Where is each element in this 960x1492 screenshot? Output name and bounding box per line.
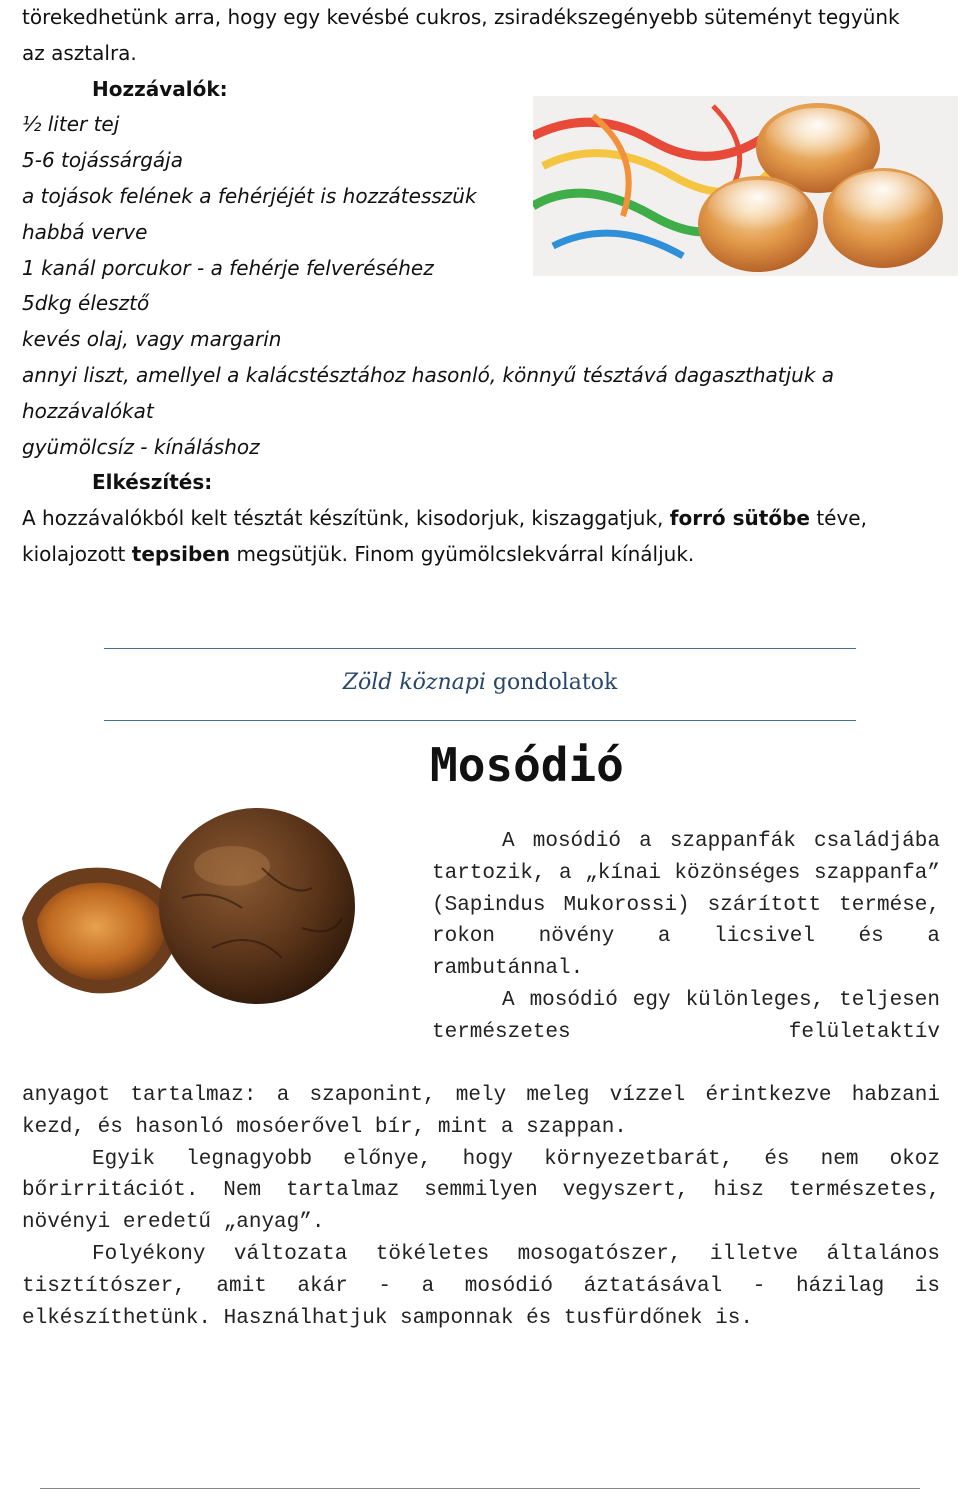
preparation-text-part: téve, kiolajozott <box>22 506 867 566</box>
section-rule-bottom <box>104 720 856 721</box>
ingredient-item: 1 kanál porcukor - a fehérje felveréséhez <box>22 255 434 280</box>
soapnut-illustration <box>12 808 372 1018</box>
donut-illustration <box>533 96 958 276</box>
article-body-wide <box>22 1080 940 1334</box>
preparation-text-part: A hozzávalókból kelt tésztát készítünk, kisodorjuk, kiszaggatjuk, <box>22 506 670 531</box>
page-bottom-rule <box>40 1488 920 1489</box>
section-title-italic: Zöld köznapi <box>342 670 486 695</box>
ingredients-heading: Hozzávalók: <box>92 76 228 101</box>
section-title-rest: gondolatok <box>485 670 618 695</box>
ingredient-item: 5-6 tojássárgája <box>22 148 183 173</box>
article-title: Mosódió <box>430 738 624 792</box>
intro-line: törekedhetünk arra, hogy egy kevésbé cukros, zsiradékszegényebb süteményt tegyünk <box>22 5 900 29</box>
ingredient-item: habbá verve <box>22 219 148 244</box>
ingredient-item: annyi liszt, amellyel a kalácstésztához hasonló, könnyű tésztává dagaszthatjuk a hozzávalókat <box>22 362 835 423</box>
article-paragraph: anyagot tartalmaz: a szaponint, mely meleg vízzel érintkezve habzani kezd, és hasonló mosóerővel bír, mint a szappan. <box>22 1084 940 1139</box>
recipe-section <box>22 0 937 573</box>
preparation-text-part: megsütjük. Finom gyümölcslekvárral kínáljuk. <box>230 541 695 566</box>
ingredient-item: ½ liter tej <box>22 112 120 137</box>
article-body-narrow <box>432 826 940 1049</box>
preparation-bold: tepsiben <box>131 541 231 566</box>
donut-photo <box>533 96 958 276</box>
soapnut-photo <box>12 808 372 1018</box>
preparation-text <box>22 501 937 573</box>
intro-line: az asztalra. <box>22 40 137 65</box>
section-rule-top <box>104 648 856 649</box>
article-paragraph: Folyékony változata tökéletes mosogatószer, illetve általános tisztítószer, amit akár - a mosódió áztatásával - házilag is elkészíthetünk. Használhatjuk samponnak és tusfürdőnek is. <box>22 1242 940 1330</box>
article-paragraph: A mosódió egy különleges, teljesen természetes felületaktív <box>432 988 940 1044</box>
article-paragraph: Egyik legnagyobb előnye, hogy környezetbarát, és nem okoz bőrirritációt. Nem tartalmaz semmilyen vegyszert, hisz természetes, növényi eredetű „anyag”. <box>22 1147 940 1235</box>
section-title <box>0 670 960 695</box>
ingredient-item: kevés olaj, vagy margarin <box>22 327 282 352</box>
article-paragraph: A mosódió a szappanfák családjába tartozik, a „kínai közönséges szappanfa” (Sapindus Mukorossi) szárított termése, rokon növény a licsivel és a rambutánnal. <box>432 830 940 981</box>
ingredient-item: a tojások felének a fehérjéjét is hozzátesszük <box>22 183 477 208</box>
ingredient-item: gyümölcsíz - kínáláshoz <box>22 434 260 459</box>
preparation-bold: forró sütőbe <box>669 506 810 531</box>
ingredient-item: 5dkg élesztő <box>22 291 150 316</box>
preparation-heading: Elkészítés: <box>92 470 213 495</box>
